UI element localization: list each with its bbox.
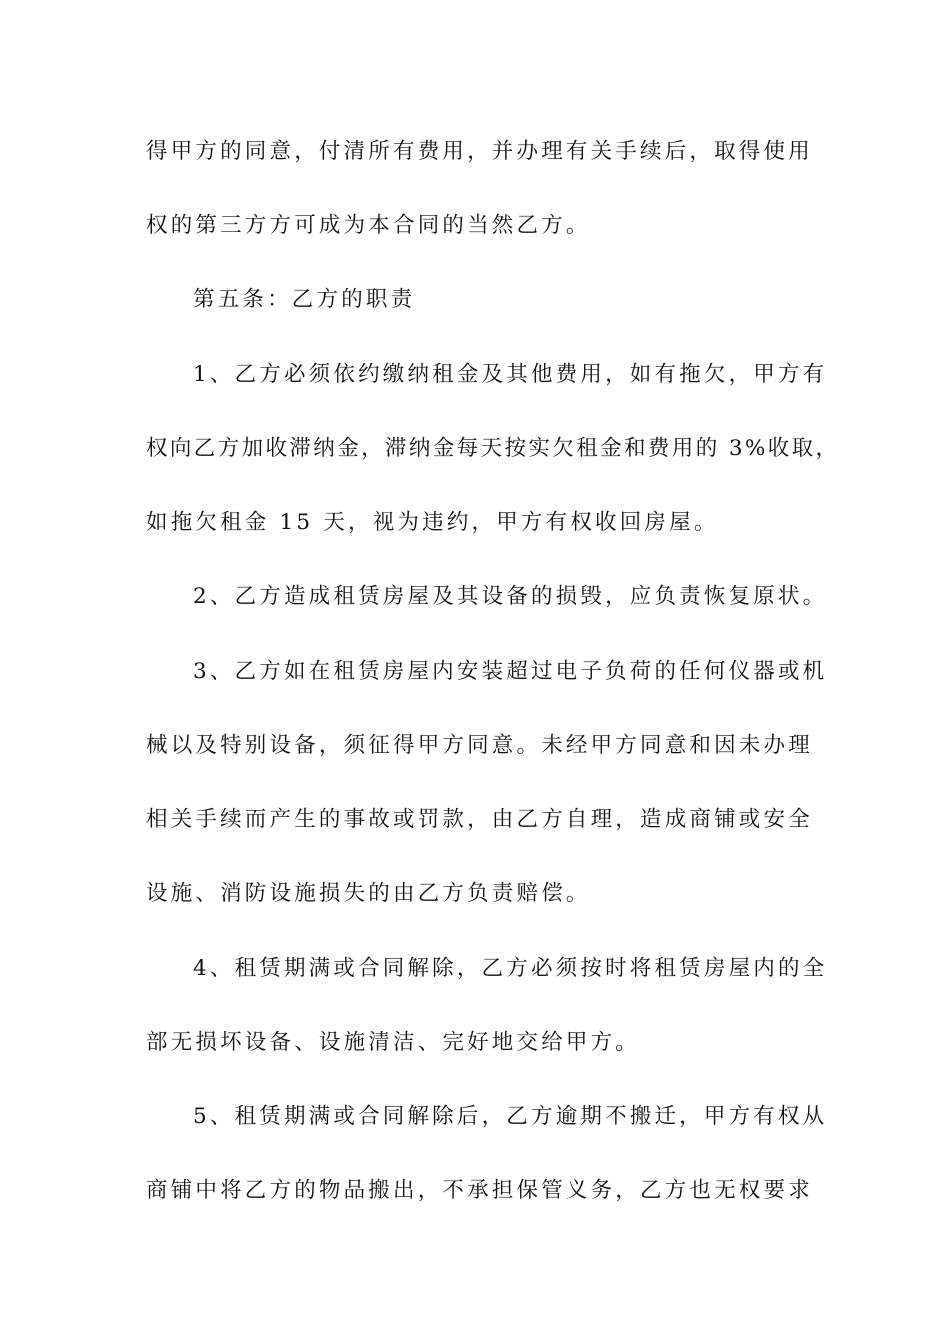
- text-line: 械以及特别设备，须征得甲方同意。未经甲方同意和因未办理: [146, 733, 813, 758]
- text-line: 3、乙方如在租赁房屋内安装超过电子负荷的任何仪器或机: [193, 659, 828, 684]
- text-line: 相关手续而产生的事故或罚款，由乙方自理，造成商铺或安全: [146, 807, 813, 832]
- text-line: 设施、消防设施损失的由乙方负责赔偿。: [146, 881, 591, 906]
- text-line: 4、租赁期满或合同解除，乙方必须按时将租赁房屋内的全: [193, 956, 828, 981]
- text-line: 1、乙方必须依约缴纳租金及其他费用，如有拖欠，甲方有: [193, 362, 828, 387]
- section-heading: 第五条：乙方的职责: [193, 287, 416, 312]
- text-line: 5、租赁期满或合同解除后，乙方逾期不搬迁，甲方有权从: [193, 1104, 828, 1129]
- text-line: 权向乙方加收滞纳金，滞纳金每天按实欠租金和费用的 3%收取，: [146, 436, 840, 461]
- text-line: 商铺中将乙方的物品搬出，不承担保管义务，乙方也无权要求: [146, 1178, 813, 1203]
- text-line: 权的第三方方可成为本合同的当然乙方。: [146, 213, 591, 238]
- text-line: 得甲方的同意，付清所有费用，并办理有关手续后，取得使用: [146, 139, 813, 164]
- text-line: 如拖欠租金 15 天，视为违约，甲方有权收回房屋。: [146, 510, 719, 535]
- text-line: 2、乙方造成租赁房屋及其设备的损毁，应负责恢复原状。: [193, 584, 828, 609]
- text-line: 部无损坏设备、设施清洁、完好地交给甲方。: [146, 1030, 641, 1055]
